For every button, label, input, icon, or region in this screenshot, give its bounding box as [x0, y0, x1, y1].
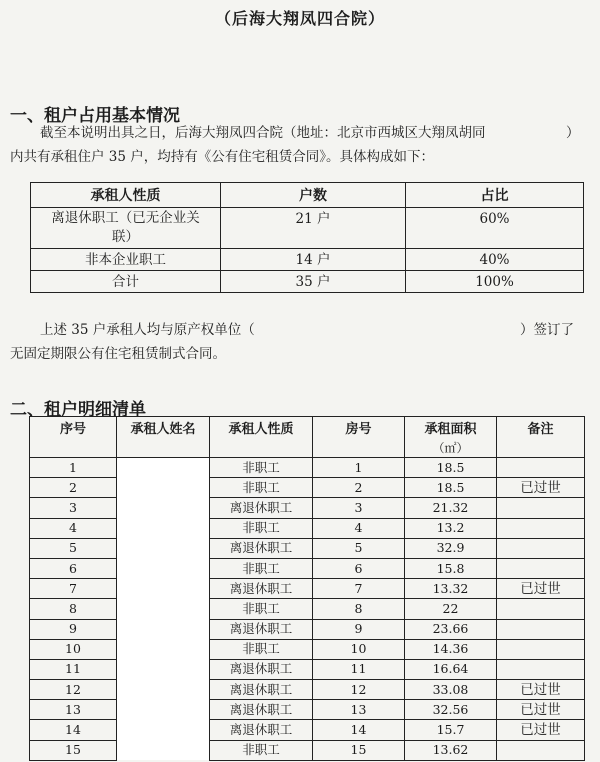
cell-note: 已过世: [497, 680, 585, 700]
cell-area: 22: [405, 599, 497, 619]
table-row: [30, 680, 585, 700]
cell-type: 非职工: [210, 740, 313, 760]
header-area-label: 承租面积: [424, 422, 477, 437]
header-name: 承租人姓名: [117, 417, 210, 458]
cell-no: 1: [30, 458, 117, 478]
section1-heading: 一、租户占用基本情况: [10, 106, 180, 126]
cell-note: 已过世: [497, 700, 585, 720]
cell-area: 14.36: [405, 639, 497, 659]
table-row: [30, 720, 585, 740]
table-row: [30, 478, 585, 498]
summary-type: 合计: [31, 271, 221, 293]
detail-table: [29, 416, 585, 761]
table-row: [30, 700, 585, 720]
cell-room: 8: [313, 599, 405, 619]
summary-type: 离退休职工（已无企业关联）: [31, 208, 221, 249]
cell-no: 15: [30, 740, 117, 760]
cell-area: 33.08: [405, 680, 497, 700]
table-row: [30, 518, 585, 538]
intro-line2: 内共有承租住户 35 户，均持有《公有住宅租赁合同》。具体构成如下：: [10, 149, 435, 165]
cell-type: 非职工: [210, 518, 313, 538]
summary-row: [31, 208, 584, 249]
cell-type: 离退休职工: [210, 720, 313, 740]
header-no: 序号: [30, 417, 117, 458]
cell-name: [117, 639, 210, 659]
summary-count: 14 户: [221, 249, 406, 271]
cell-name: [117, 619, 210, 639]
cell-room: 2: [313, 478, 405, 498]
header-room: 房号: [313, 417, 405, 458]
cell-name: [117, 700, 210, 720]
cell-area: 13.62: [405, 740, 497, 760]
table-row: [30, 619, 585, 639]
cell-area: 21.32: [405, 498, 497, 518]
intro-line1: [40, 121, 486, 145]
cell-type: 非职工: [210, 599, 313, 619]
cell-note: [497, 639, 585, 659]
cell-room: 6: [313, 558, 405, 578]
cell-name: [117, 478, 210, 498]
cell-note: [497, 458, 585, 478]
summary-table: [30, 182, 584, 293]
cell-type: 非职工: [210, 458, 313, 478]
cell-no: 8: [30, 599, 117, 619]
cell-room: 7: [313, 579, 405, 599]
cell-note: 已过世: [497, 478, 585, 498]
cell-type: 离退休职工: [210, 579, 313, 599]
summary-header-row: [31, 183, 584, 208]
contract-line1-end: ）签订了: [520, 322, 574, 338]
cell-room: 12: [313, 680, 405, 700]
cell-room: 11: [313, 659, 405, 679]
cell-note: 已过世: [497, 579, 585, 599]
cell-room: 1: [313, 458, 405, 478]
intro-line1-text: 截至本说明出具之日，后海大翔凤四合院（地址：北京市西城区大翔凤胡同: [40, 125, 486, 141]
cell-area: 15.7: [405, 720, 497, 740]
contract-line1-start: 上述 35 户承租人均与原产权单位（: [40, 322, 255, 338]
table-row: [30, 599, 585, 619]
cell-no: 5: [30, 538, 117, 558]
document-title: （后海大翔凤四合院）: [214, 9, 385, 28]
cell-area: 13.32: [405, 579, 497, 599]
table-row: [30, 538, 585, 558]
cell-name: [117, 458, 210, 478]
table-row: [30, 740, 585, 760]
cell-no: 7: [30, 579, 117, 599]
cell-note: [497, 740, 585, 760]
cell-type: 离退休职工: [210, 680, 313, 700]
cell-no: 13: [30, 700, 117, 720]
summary-type: 非本企业职工: [31, 249, 221, 271]
cell-no: 2: [30, 478, 117, 498]
cell-name: [117, 720, 210, 740]
summary-ratio: 40%: [406, 249, 584, 271]
cell-type: 离退休职工: [210, 538, 313, 558]
cell-name: [117, 680, 210, 700]
table-row: [30, 458, 585, 478]
cell-no: 6: [30, 558, 117, 578]
cell-note: [497, 558, 585, 578]
cell-name: [117, 740, 210, 760]
cell-area: 32.9: [405, 538, 497, 558]
header-area-unit: （㎡）: [432, 441, 469, 455]
table-row: [30, 558, 585, 578]
cell-name: [117, 558, 210, 578]
cell-area: 18.5: [405, 458, 497, 478]
cell-area: 23.66: [405, 619, 497, 639]
section2-heading: 二、租户明细清单: [10, 400, 146, 420]
summary-row-total: [31, 271, 584, 293]
cell-no: 4: [30, 518, 117, 538]
cell-note: [497, 659, 585, 679]
intro-line1-close: ）: [566, 125, 580, 141]
cell-room: 13: [313, 700, 405, 720]
cell-type: 非职工: [210, 558, 313, 578]
summary-header-type: 承租人性质: [31, 183, 221, 208]
cell-room: 10: [313, 639, 405, 659]
cell-no: 14: [30, 720, 117, 740]
cell-note: [497, 619, 585, 639]
cell-name: [117, 518, 210, 538]
cell-area: 15.8: [405, 558, 497, 578]
detail-body: [30, 458, 585, 761]
table-row: [30, 498, 585, 518]
detail-header-row: [30, 417, 585, 458]
summary-count: 21 户: [221, 208, 406, 249]
contract-line2: 无固定期限公有住宅租赁制式合同。: [10, 346, 226, 362]
table-row: [30, 659, 585, 679]
cell-area: 13.2: [405, 518, 497, 538]
cell-note: 已过世: [497, 720, 585, 740]
table-row: [30, 639, 585, 659]
cell-no: 12: [30, 680, 117, 700]
cell-type: 离退休职工: [210, 619, 313, 639]
cell-room: 5: [313, 538, 405, 558]
summary-ratio: 100%: [406, 271, 584, 293]
cell-name: [117, 579, 210, 599]
header-note: 备注: [497, 417, 585, 458]
cell-room: 4: [313, 518, 405, 538]
cell-name: [117, 599, 210, 619]
summary-ratio: 60%: [406, 208, 584, 249]
summary-count: 35 户: [221, 271, 406, 293]
cell-note: [497, 599, 585, 619]
cell-type: 非职工: [210, 639, 313, 659]
cell-no: 10: [30, 639, 117, 659]
cell-name: [117, 538, 210, 558]
cell-no: 11: [30, 659, 117, 679]
summary-row: [31, 249, 584, 271]
cell-type: 离退休职工: [210, 700, 313, 720]
summary-header-count: 户数: [221, 183, 406, 208]
cell-type: 离退休职工: [210, 659, 313, 679]
cell-room: 14: [313, 720, 405, 740]
cell-no: 3: [30, 498, 117, 518]
header-type: 承租人性质: [210, 417, 313, 458]
cell-room: 15: [313, 740, 405, 760]
cell-type: 离退休职工: [210, 498, 313, 518]
cell-area: 32.56: [405, 700, 497, 720]
cell-note: [497, 538, 585, 558]
cell-name: [117, 498, 210, 518]
cell-name: [117, 659, 210, 679]
cell-type: 非职工: [210, 478, 313, 498]
cell-no: 9: [30, 619, 117, 639]
cell-area: 16.64: [405, 659, 497, 679]
header-area: [405, 417, 497, 458]
cell-note: [497, 498, 585, 518]
cell-room: 9: [313, 619, 405, 639]
table-row: [30, 579, 585, 599]
summary-header-ratio: 占比: [406, 183, 584, 208]
cell-note: [497, 518, 585, 538]
cell-area: 18.5: [405, 478, 497, 498]
cell-room: 3: [313, 498, 405, 518]
